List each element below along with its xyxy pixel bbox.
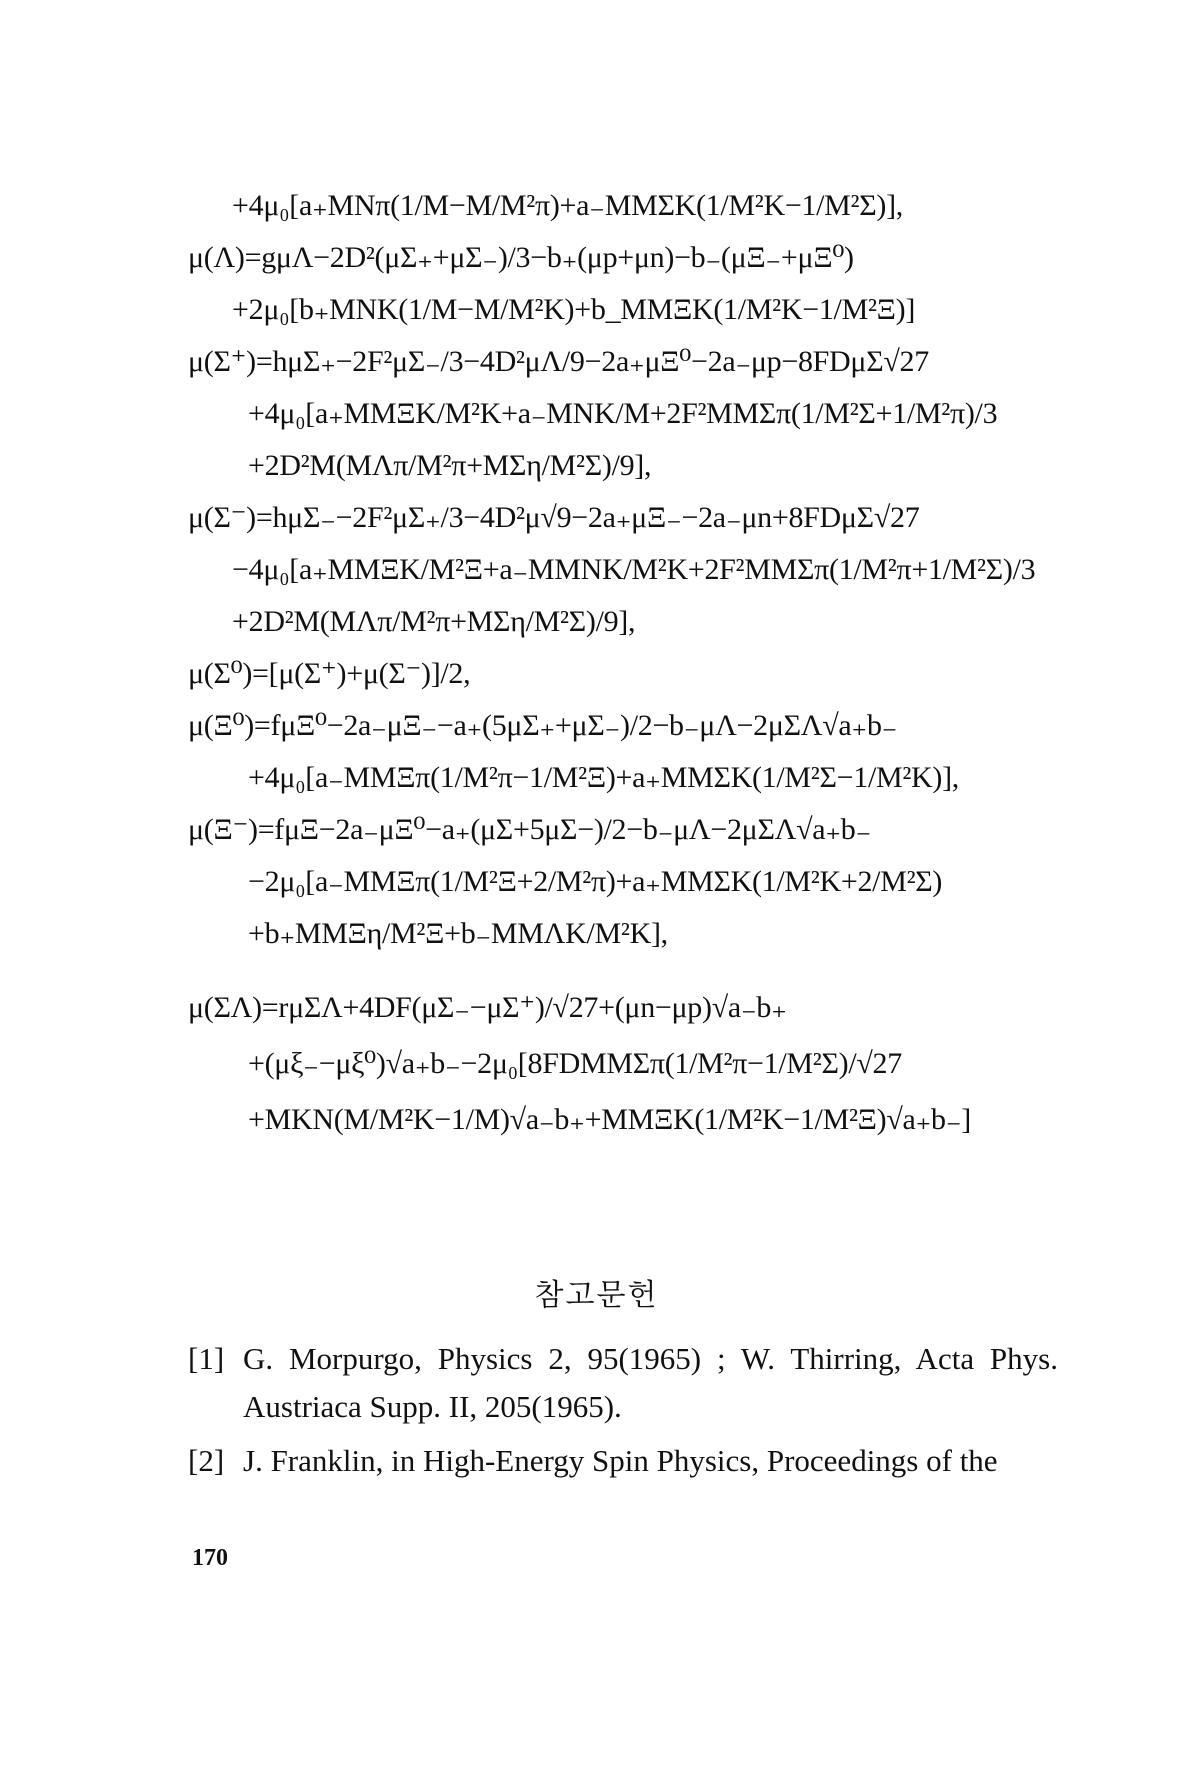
reference-item [188, 1437, 1058, 1485]
page-number: 170 [192, 1545, 228, 1571]
reference-item [188, 1335, 1058, 1431]
reference-number: [1] [188, 1341, 225, 1376]
equation-line: +b₊MMΞη/M²Ξ+b₋MMΛK/M²K], [248, 917, 668, 950]
equation-line: μ(Λ)=gμΛ−2D²(μΣ₊+μΣ₋)/3−b₊(μp+μn)−b₋(μΞ₋+μΞ⁰) [188, 241, 854, 274]
references-heading: 참고문헌 [534, 1278, 659, 1313]
equation-line: μ(Ξ⁻)=fμΞ−2a₋μΞ⁰−a₊(μΣ+5μΣ−)/2−b₋μΛ−2μΣΛ√a₊b₋ [188, 813, 872, 846]
reference-text: J. Franklin, in High-Energy Spin Physics, Proceedings of the [243, 1443, 998, 1478]
equation-line: +2D²M(MΛπ/M²π+MΣη/M²Σ)/9], [248, 449, 652, 482]
equation-line: μ(Σ⁻)=hμΣ₋−2F²μΣ₊/3−4D²μ√9−2a₊μΞ₋−2a₋μn+8FDμΣ√27 [188, 501, 920, 534]
equation-line: +MKN(M/M²K−1/M)√a₋b₊+MMΞK(1/M²K−1/M²Ξ)√a₊b₋] [248, 1103, 971, 1136]
equation-line: +(μξ₋−μξ⁰)√a₊b₋−2μ₀[8FDMMΣπ(1/M²π−1/M²Σ)/√27 [248, 1047, 902, 1080]
reference-text: G. Morpurgo, Physics 2, 95(1965) ; W. Thirring, Acta Phys. Austriaca Supp. II, 205(1965). [243, 1341, 1058, 1424]
equation-line: +2D²M(MΛπ/M²π+MΣη/M²Σ)/9], [232, 605, 636, 638]
equation-line: −4μ₀[a₊MMΞK/M²Ξ+a₋MMNK/M²K+2F²MMΣπ(1/M²π+1/M²Σ)/3 [232, 553, 1036, 586]
equation-line: μ(Ξ⁰)=fμΞ⁰−2a₋μΞ₋−a₊(5μΣ₊+μΣ₋)/2−b₋μΛ−2μΣΛ√a₊b₋ [188, 709, 898, 742]
equation-line: μ(Σ⁺)=hμΣ₊−2F²μΣ₋/3−4D²μΛ/9−2a₊μΞ⁰−2a₋μp−8FDμΣ√27 [188, 345, 929, 378]
reference-number: [2] [188, 1443, 225, 1478]
equation-line: μ(Σ⁰)=[μ(Σ⁺)+μ(Σ⁻)]/2, [188, 657, 471, 690]
equation-line: μ(ΣΛ)=rμΣΛ+4DF(μΣ₋−μΣ⁺)/√27+(μn−μp)√a₋b₊ [188, 991, 787, 1024]
equation-line: −2μ₀[a₋MMΞπ(1/M²Ξ+2/M²π)+a₊MMΣK(1/M²K+2/M²Σ) [248, 865, 943, 898]
equation-line: +4μ₀[a₋MMΞπ(1/M²π−1/M²Ξ)+a₊MMΣK(1/M²Σ−1/M²K)], [248, 761, 960, 794]
equation-line: +4μ₀[a₊MNπ(1/M−M/M²π)+a₋MMΣK(1/M²K−1/M²Σ)], [232, 189, 903, 222]
equation-line: +4μ₀[a₊MMΞK/M²K+a₋MNK/M+2F²MMΣπ(1/M²Σ+1/M²π)/3 [248, 397, 998, 430]
equation-line: +2μ₀[b₊MNK(1/M−M/M²K)+b_MMΞK(1/M²K−1/M²Ξ)] [232, 293, 916, 326]
